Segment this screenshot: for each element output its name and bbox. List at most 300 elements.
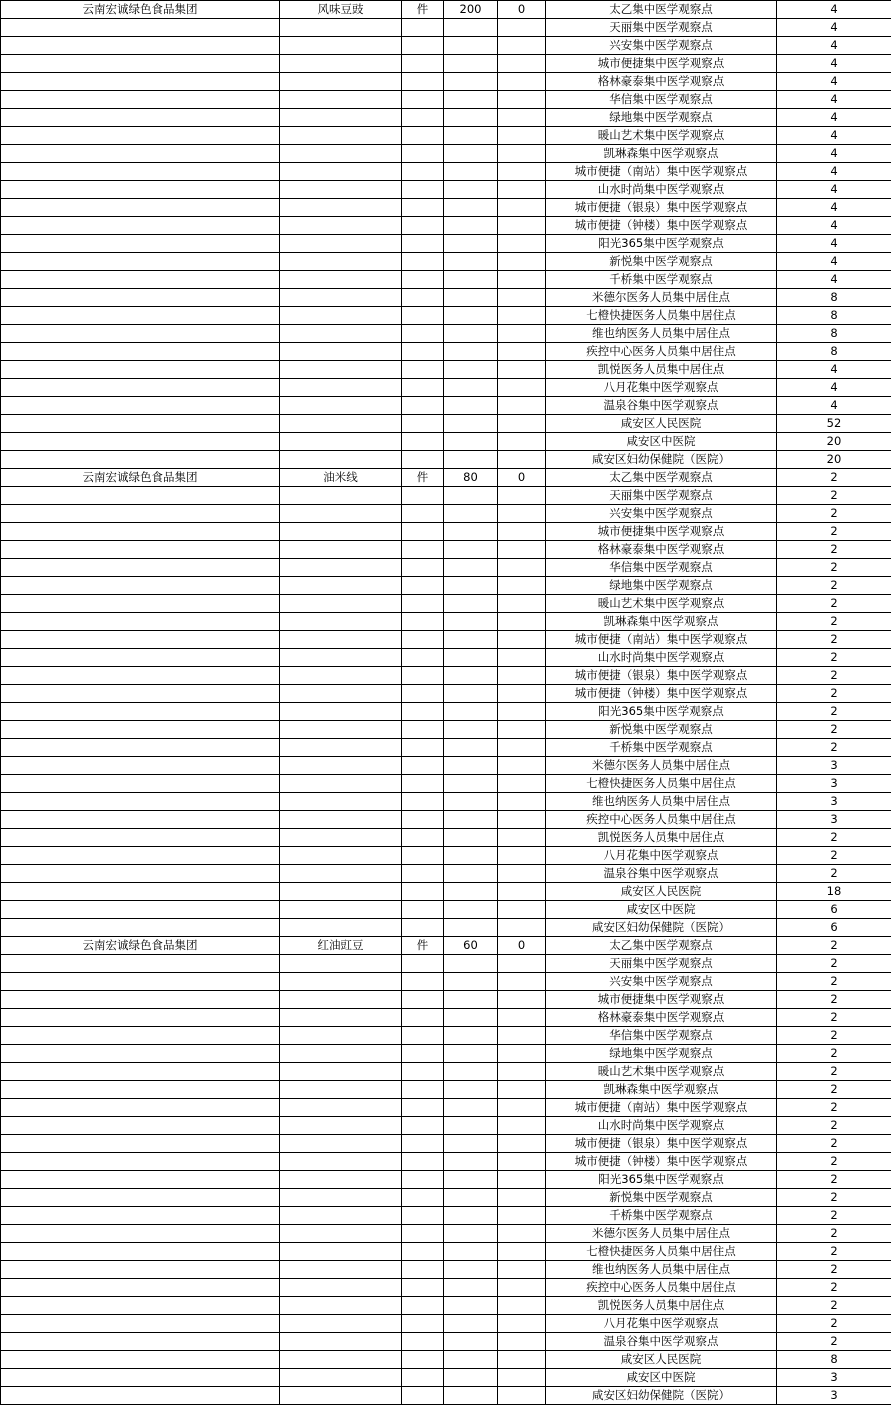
site-cell: 暖山艺术集中医学观察点 [546,127,777,145]
quantity-cell [444,1243,498,1261]
extra-cell [498,1387,546,1405]
supplier-cell [1,163,280,181]
site-cell: 华信集中医学观察点 [546,1027,777,1045]
site-qty-cell: 2 [777,1135,891,1153]
site-qty-cell: 2 [777,1171,891,1189]
unit-cell: 件 [402,469,444,487]
supplier-cell [1,991,280,1009]
product-name-cell [280,451,402,469]
product-name-cell [280,1135,402,1153]
site-qty-cell: 3 [777,793,891,811]
product-name-cell [280,1279,402,1297]
supplier-cell [1,1135,280,1153]
table-row [1,1225,891,1243]
site-qty-cell: 4 [777,19,891,37]
product-name-cell [280,271,402,289]
site-cell: 凯悦医务人员集中居住点 [546,1297,777,1315]
site-cell: 城市便捷（银泉）集中医学观察点 [546,1135,777,1153]
quantity-cell [444,181,498,199]
site-qty-cell: 4 [777,145,891,163]
unit-cell [402,703,444,721]
site-qty-cell: 2 [777,1153,891,1171]
supplier-cell [1,523,280,541]
site-qty-cell: 4 [777,1,891,19]
extra-cell [498,433,546,451]
site-cell: 山水时尚集中医学观察点 [546,1117,777,1135]
supplier-cell [1,631,280,649]
table-row [1,19,891,37]
extra-cell [498,325,546,343]
supplier-cell [1,811,280,829]
table-row [1,1243,891,1261]
supplier-cell [1,505,280,523]
unit-cell [402,19,444,37]
unit-cell [402,739,444,757]
unit-cell [402,1117,444,1135]
supplier-cell [1,433,280,451]
quantity-cell [444,721,498,739]
unit-cell [402,793,444,811]
site-cell: 咸安区妇幼保健院（医院） [546,451,777,469]
site-cell: 华信集中医学观察点 [546,559,777,577]
site-qty-cell: 4 [777,253,891,271]
quantity-cell [444,1333,498,1351]
site-qty-cell: 4 [777,379,891,397]
unit-cell [402,199,444,217]
site-qty-cell: 4 [777,109,891,127]
site-qty-cell: 2 [777,1027,891,1045]
product-name-cell [280,253,402,271]
table-row [1,685,891,703]
site-qty-cell: 3 [777,775,891,793]
product-name-cell [280,127,402,145]
supplier-cell [1,1333,280,1351]
site-qty-cell: 2 [777,1045,891,1063]
quantity-cell [444,55,498,73]
product-name-cell: 油米线 [280,469,402,487]
unit-cell [402,685,444,703]
product-name-cell [280,1153,402,1171]
site-cell: 凯琳森集中医学观察点 [546,613,777,631]
supplier-cell [1,181,280,199]
extra-cell [498,415,546,433]
unit-cell [402,523,444,541]
table-row [1,271,891,289]
site-qty-cell: 2 [777,1117,891,1135]
extra-cell [498,1279,546,1297]
site-cell: 兴安集中医学观察点 [546,505,777,523]
quantity-cell [444,91,498,109]
table-row [1,865,891,883]
extra-cell [498,397,546,415]
extra-cell [498,577,546,595]
table-row [1,1099,891,1117]
site-qty-cell: 20 [777,433,891,451]
unit-cell [402,307,444,325]
quantity-cell [444,559,498,577]
site-qty-cell: 2 [777,523,891,541]
site-qty-cell: 2 [777,667,891,685]
site-qty-cell: 2 [777,847,891,865]
quantity-cell [444,1063,498,1081]
site-qty-cell: 2 [777,1261,891,1279]
quantity-cell [444,1027,498,1045]
extra-cell: 0 [498,937,546,955]
table-row [1,37,891,55]
extra-cell [498,1135,546,1153]
table-row [1,577,891,595]
product-name-cell [280,919,402,937]
site-cell: 城市便捷（银泉）集中医学观察点 [546,667,777,685]
unit-cell [402,433,444,451]
site-qty-cell: 8 [777,1351,891,1369]
quantity-cell [444,1153,498,1171]
unit-cell [402,1297,444,1315]
table-row [1,667,891,685]
unit-cell [402,811,444,829]
site-qty-cell: 4 [777,235,891,253]
product-name-cell [280,865,402,883]
unit-cell [402,883,444,901]
unit-cell [402,1387,444,1405]
extra-cell [498,739,546,757]
table-row [1,559,891,577]
supplier-cell [1,847,280,865]
quantity-cell [444,595,498,613]
site-cell: 天丽集中医学观察点 [546,487,777,505]
quantity-cell [444,1189,498,1207]
unit-cell [402,217,444,235]
site-qty-cell: 2 [777,1333,891,1351]
supplier-cell [1,37,280,55]
product-name-cell [280,163,402,181]
site-qty-cell: 2 [777,631,891,649]
unit-cell [402,37,444,55]
quantity-cell [444,811,498,829]
product-name-cell [280,973,402,991]
supplier-cell [1,883,280,901]
site-qty-cell: 4 [777,37,891,55]
extra-cell [498,523,546,541]
table-row [1,1351,891,1369]
table-row [1,1369,891,1387]
table-row [1,1315,891,1333]
supplier-cell [1,217,280,235]
unit-cell [402,847,444,865]
quantity-cell [444,505,498,523]
supplier-cell [1,1297,280,1315]
supplier-cell [1,1045,280,1063]
site-qty-cell: 2 [777,1081,891,1099]
product-name-cell [280,523,402,541]
site-cell: 新悦集中医学观察点 [546,1189,777,1207]
site-cell: 七橙快捷医务人员集中居住点 [546,775,777,793]
quantity-cell [444,19,498,37]
supplier-cell [1,1063,280,1081]
table-row [1,1063,891,1081]
site-cell: 城市便捷（南站）集中医学观察点 [546,1099,777,1117]
supplier-cell [1,91,280,109]
table-row [1,505,891,523]
product-name-cell [280,1045,402,1063]
site-qty-cell: 8 [777,325,891,343]
product-name-cell [280,1351,402,1369]
site-cell: 城市便捷（银泉）集中医学观察点 [546,199,777,217]
site-qty-cell: 2 [777,649,891,667]
supplier-cell [1,487,280,505]
table-row [1,919,891,937]
product-name-cell [280,883,402,901]
extra-cell [498,37,546,55]
unit-cell: 件 [402,1,444,19]
unit-cell [402,1099,444,1117]
table-row [1,181,891,199]
supplier-cell [1,577,280,595]
unit-cell [402,451,444,469]
table-row [1,127,891,145]
supplier-cell: 云南宏诚绿色食品集团 [1,937,280,955]
table-row [1,1027,891,1045]
quantity-cell [444,865,498,883]
supplier-cell [1,1243,280,1261]
table-row [1,757,891,775]
product-name-cell [280,307,402,325]
quantity-cell [444,973,498,991]
supplier-cell [1,1009,280,1027]
supplier-cell [1,739,280,757]
site-cell: 城市便捷（南站）集中医学观察点 [546,163,777,181]
quantity-cell [444,1261,498,1279]
product-name-cell [280,667,402,685]
table-row [1,631,891,649]
table-row [1,361,891,379]
extra-cell [498,829,546,847]
product-name-cell [280,73,402,91]
product-name-cell [280,433,402,451]
site-cell: 兴安集中医学观察点 [546,973,777,991]
unit-cell: 件 [402,937,444,955]
supplier-cell [1,757,280,775]
product-name-cell [280,685,402,703]
extra-cell [498,1081,546,1099]
product-name-cell [280,757,402,775]
unit-cell [402,397,444,415]
quantity-cell [444,829,498,847]
table-row [1,1207,891,1225]
supplier-cell [1,271,280,289]
unit-cell [402,865,444,883]
extra-cell [498,559,546,577]
table-row [1,955,891,973]
product-name-cell [280,1369,402,1387]
supplier-cell [1,451,280,469]
product-name-cell [280,847,402,865]
unit-cell [402,973,444,991]
extra-cell [498,181,546,199]
extra-cell [498,127,546,145]
site-qty-cell: 4 [777,361,891,379]
table-row [1,973,891,991]
table-body [1,1,891,1405]
site-cell: 疾控中心医务人员集中居住点 [546,1279,777,1297]
site-qty-cell: 2 [777,1279,891,1297]
site-cell: 咸安区中医院 [546,433,777,451]
quantity-cell [444,1099,498,1117]
product-name-cell [280,379,402,397]
extra-cell [498,91,546,109]
site-cell: 疾控中心医务人员集中居住点 [546,811,777,829]
supplier-cell [1,379,280,397]
site-cell: 格林豪泰集中医学观察点 [546,73,777,91]
supplier-cell [1,397,280,415]
extra-cell [498,955,546,973]
site-cell: 维也纳医务人员集中居住点 [546,325,777,343]
product-name-cell [280,1207,402,1225]
unit-cell [402,343,444,361]
table-row [1,289,891,307]
unit-cell [402,613,444,631]
product-name-cell [280,397,402,415]
site-cell: 兴安集中医学观察点 [546,37,777,55]
site-cell: 疾控中心医务人员集中居住点 [546,343,777,361]
product-name-cell [280,505,402,523]
quantity-cell [444,1279,498,1297]
table-row [1,1189,891,1207]
quantity-cell [444,577,498,595]
supplier-cell [1,19,280,37]
table-row [1,775,891,793]
extra-cell [498,973,546,991]
unit-cell [402,289,444,307]
product-name-cell [280,55,402,73]
quantity-cell [444,1315,498,1333]
product-name-cell [280,109,402,127]
quantity-cell [444,1297,498,1315]
product-name-cell [280,343,402,361]
unit-cell [402,991,444,1009]
quantity-cell [444,415,498,433]
quantity-cell: 60 [444,937,498,955]
table-row [1,1045,891,1063]
extra-cell [498,703,546,721]
site-qty-cell: 4 [777,163,891,181]
unit-cell [402,775,444,793]
table-row [1,1081,891,1099]
extra-cell [498,1189,546,1207]
supplier-cell [1,127,280,145]
site-qty-cell: 2 [777,487,891,505]
quantity-cell [444,1369,498,1387]
site-cell: 维也纳医务人员集中居住点 [546,1261,777,1279]
quantity-cell [444,163,498,181]
product-name-cell [280,361,402,379]
supplier-cell [1,775,280,793]
supplier-cell [1,1153,280,1171]
site-cell: 咸安区人民医院 [546,883,777,901]
site-cell: 千桥集中医学观察点 [546,1207,777,1225]
table-row [1,721,891,739]
quantity-cell [444,1387,498,1405]
product-name-cell [280,1189,402,1207]
site-cell: 阳光365集中医学观察点 [546,703,777,721]
site-cell: 城市便捷集中医学观察点 [546,55,777,73]
extra-cell [498,1225,546,1243]
table-row [1,73,891,91]
site-qty-cell: 2 [777,505,891,523]
product-name-cell [280,721,402,739]
site-qty-cell: 3 [777,811,891,829]
table-row [1,991,891,1009]
table-row [1,595,891,613]
quantity-cell [444,613,498,631]
extra-cell [498,631,546,649]
extra-cell [498,1171,546,1189]
extra-cell [498,991,546,1009]
extra-cell: 0 [498,469,546,487]
site-qty-cell: 2 [777,577,891,595]
extra-cell [498,307,546,325]
site-cell: 米德尔医务人员集中居住点 [546,289,777,307]
product-name-cell [280,739,402,757]
product-name-cell [280,217,402,235]
quantity-cell [444,793,498,811]
quantity-cell [444,739,498,757]
quantity-cell [444,685,498,703]
product-name-cell [280,793,402,811]
product-name-cell [280,1027,402,1045]
extra-cell [498,343,546,361]
table-row [1,541,891,559]
extra-cell [498,1117,546,1135]
site-qty-cell: 2 [777,829,891,847]
extra-cell: 0 [498,1,546,19]
unit-cell [402,919,444,937]
extra-cell [498,235,546,253]
quantity-cell [444,433,498,451]
site-qty-cell: 4 [777,127,891,145]
extra-cell [498,199,546,217]
site-qty-cell: 6 [777,919,891,937]
table-row [1,469,891,487]
supplier-cell [1,703,280,721]
unit-cell [402,1009,444,1027]
site-cell: 凯琳森集中医学观察点 [546,1081,777,1099]
site-cell: 格林豪泰集中医学观察点 [546,541,777,559]
product-name-cell [280,37,402,55]
table-row [1,451,891,469]
site-cell: 绿地集中医学观察点 [546,577,777,595]
site-cell: 暖山艺术集中医学观察点 [546,595,777,613]
product-name-cell [280,145,402,163]
product-name-cell [280,631,402,649]
site-qty-cell: 2 [777,1207,891,1225]
supplier-cell [1,307,280,325]
product-name-cell [280,955,402,973]
site-cell: 米德尔医务人员集中居住点 [546,1225,777,1243]
supplier-cell [1,559,280,577]
table-row [1,1171,891,1189]
site-qty-cell: 4 [777,217,891,235]
product-name-cell [280,325,402,343]
table-row [1,163,891,181]
site-cell: 维也纳医务人员集中居住点 [546,793,777,811]
unit-cell [402,361,444,379]
table-row [1,325,891,343]
unit-cell [402,181,444,199]
supplier-cell [1,829,280,847]
supplier-cell [1,1081,280,1099]
site-cell: 华信集中医学观察点 [546,91,777,109]
